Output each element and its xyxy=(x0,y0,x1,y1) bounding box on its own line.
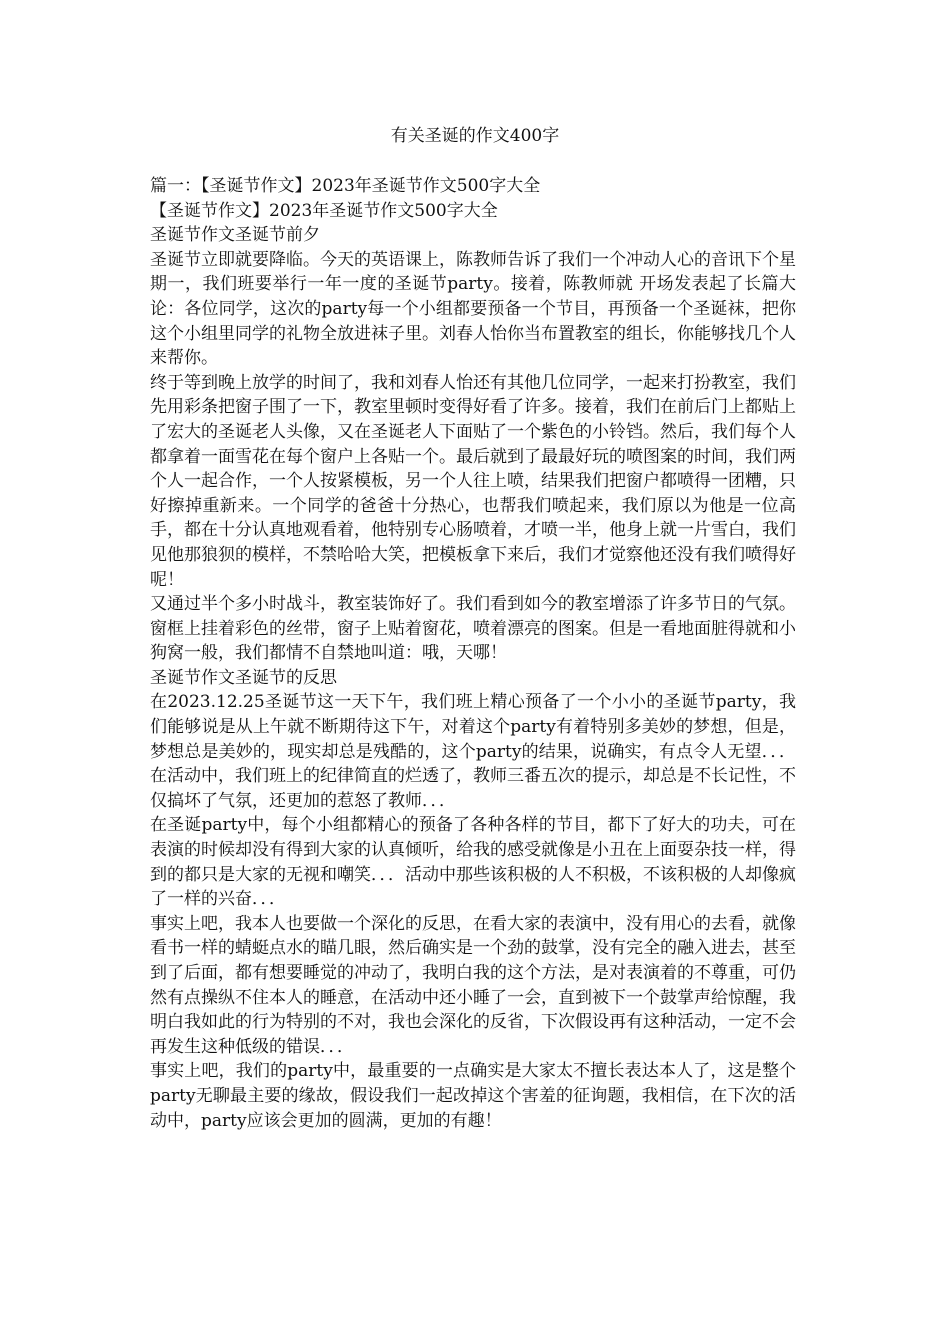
document-body xyxy=(150,174,796,1133)
paragraph: 事实上吧，我们的party中，最重要的一点确实是大家太不擅长表达本人了，这是整个party无聊最主要的缘故，假设我们一起改掉这个害羞的征询题，我相信，在下次的活动中，party应该会更加的圆满，更加的有趣！ xyxy=(150,1061,796,1131)
paragraph: 又通过半个多小时战斗，教室装饰好了。我们看到如今的教室增添了许多节日的气氛。窗框上挂着彩色的丝带，窗子上贴着窗花，喷着漂亮的图案。但是一看地面脏得就和小狗窝一般，我们都情不自禁地叫道：哦，天哪！ xyxy=(150,594,796,664)
paragraph: 圣诞节作文圣诞节的反思 xyxy=(150,667,337,688)
paragraph: 圣诞节立即就要降临。今天的英语课上，陈教师告诉了我们一个冲动人心的音讯下个星期一，我们班要举行一年一度的圣诞节party。接着，陈教师就 开场发表起了长篇大论：各位同学，这次的party每一个小组都要预备一个节目，再预备一个圣诞袜，把你这个小组里同学的礼物全放进袜子里。刘春人怡你当布置教室的组长，你能够找几个人来帮你。 xyxy=(150,249,796,369)
paragraph: 篇一：【圣诞节作文】2023年圣诞节作文500字大全 xyxy=(150,176,541,196)
paragraph: 终于等到晚上放学的时间了，我和刘春人怡还有其他几位同学，一起来打扮教室，我们先用彩条把窗子围了一下，教室里顿时变得好看了许多。接着，我们在前后门上都贴上了宏大的圣诞老人头像，又在圣诞老人下面贴了一个紫色的小铃铛。然后，我们每个人都拿着一面雪花在每个窗户上各贴一个。最后就到了最最好玩的喷图案的时间，我们两个人一起合作，一个人按紧模板，另一个人往上喷，结果我们把窗户都喷得一团糟，只好擦掉重新来。一个同学的爸爸十分热心，也帮我们喷起来，我们原以为他是一位高手，都在十分认真地观看着，他特别专心肠喷着，才喷一半，他身上就一片雪白，我们见他那狼狈的模样，不禁哈哈大笑，把模板拿下来后，我们才觉察他还没有我们喷得好呢！ xyxy=(150,372,796,590)
paragraph: 在圣诞party中，每个小组都精心的预备了各种各样的节目，都下了好大的功夫，可在表演的时候却没有得到大家的认真倾听，给我的感受就像是小丑在上面耍杂技一样，得到的都只是大家的无视和嘲笑．．．活动中那些该积极的人不积极，不该积极的人却像疯了一样的兴奋．．． xyxy=(150,815,796,910)
paragraph: 事实上吧，我本人也要做一个深化的反思，在看大家的表演中，没有用心的去看，就像看书一样的蜻蜓点水的瞄几眼，然后确实是一个劲的鼓掌，没有完全的融入进去，甚至到了后面，都有想要睡觉的冲动了，我明白我的这个方法，是对表演着的不尊重，可仍然有点操纵不住本人的睡意，在活动中还小睡了一会，直到被下一个鼓掌声给惊醒，我明白我如此的行为特别的不对，我也会深化的反省，下次假设再有这种活动，一定不会再发生这种低级的错误．．． xyxy=(150,913,796,1057)
document-title: 有关圣诞的作文400字 xyxy=(390,126,560,146)
paragraph: 在2023.12.25圣诞节这一天下午，我们班上精心预备了一个小小的圣诞节party，我们能够说是从上午就不断期待这下午，对着这个party有着特别多美妙的梦想，但是，梦想总是美妙的，现实却总是残酷的，这个party的结果，说确实，有点令人无望．．．在活动中，我们班上的纪律简直的烂透了，教师三番五次的提示，却总是不长记性，不仅搞坏了气氛，还更加的惹怒了教师．．． xyxy=(150,692,796,811)
paragraph: 【圣诞节作文】2023年圣诞节作文500字大全 xyxy=(150,200,498,221)
paragraph: 圣诞节作文圣诞节前夕 xyxy=(150,225,320,246)
